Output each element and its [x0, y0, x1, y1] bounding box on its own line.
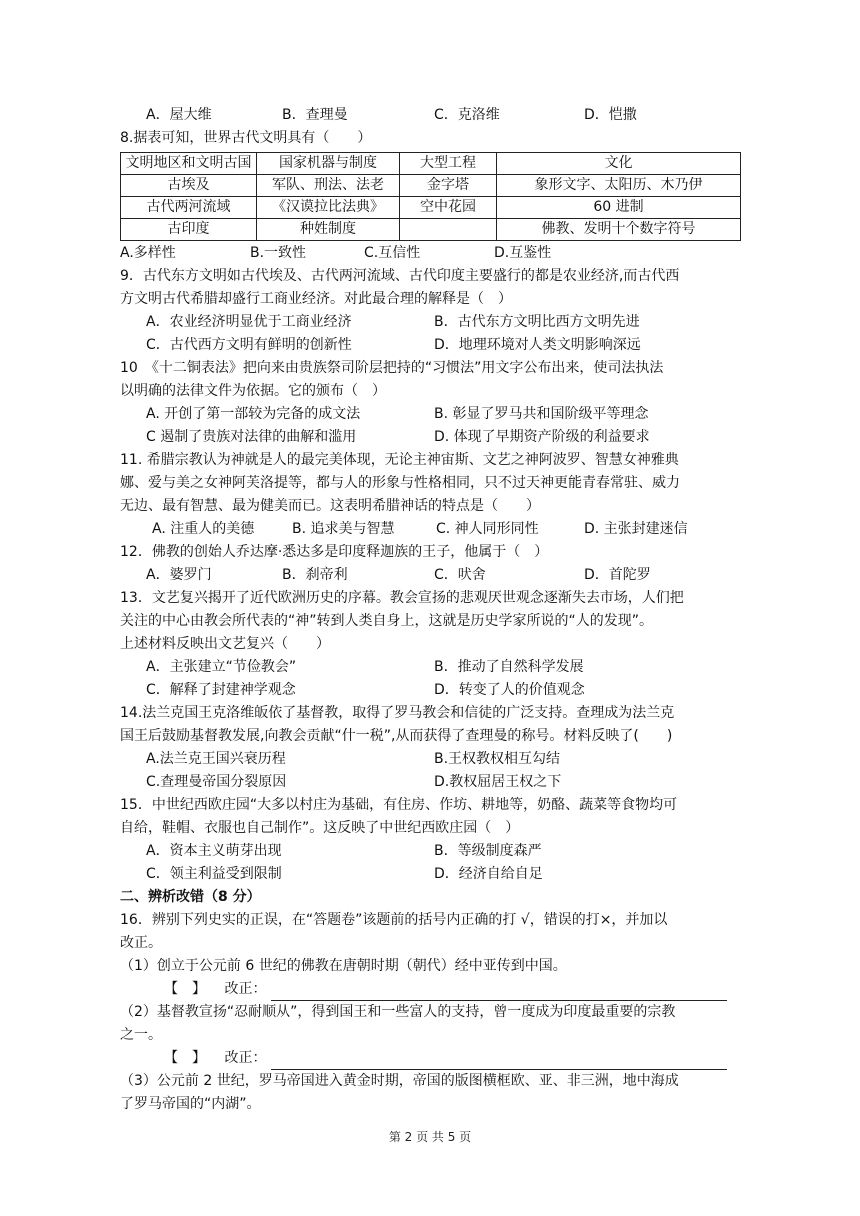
q11-options	[120, 518, 740, 541]
option-a: A. 注重人的美德	[152, 521, 255, 537]
page-footer: 第 2 页 共 5 页	[388, 1130, 472, 1144]
civilization-table	[120, 152, 741, 241]
q7-options	[120, 104, 740, 127]
statement-3: （3）公元前 2 世纪，罗马帝国进入黄金时期，帝国的版图横框欧、亚、非三洲，地中海成	[120, 1073, 679, 1089]
q16-instruction: 改正。	[120, 935, 162, 951]
q9-options-row	[120, 334, 740, 357]
option-d: D．恺撒	[584, 107, 637, 123]
option-a: A．农业经济明显优于工商业经济	[146, 314, 352, 330]
option-a: A．屋大维	[146, 107, 212, 123]
q12-stem: 12．佛教的创始人乔达摩·悉达多是印度释迦族的王子，他属于（ ）	[120, 544, 549, 560]
option-d: D．经济自给自足	[434, 866, 543, 882]
table-cell: 古埃及	[121, 175, 257, 197]
q9-options-row	[120, 311, 740, 334]
answer-bracket[interactable]: 【 】	[164, 981, 206, 997]
table-header: 大型工程	[400, 153, 497, 175]
option-b: B．等级制度森严	[434, 843, 542, 859]
section-title: 二、辨析改错（8 分）	[120, 889, 261, 905]
q15-options-row	[120, 840, 740, 863]
q14-options-row	[120, 771, 740, 794]
option-a: A．资本主义萌芽出现	[146, 843, 282, 859]
option-d: D．地理环境对人类文明影响深远	[434, 337, 641, 353]
q15-stem-line: 自给，鞋帽、衣服也自己制作”。这反映了中世纪西欧庄园（ ）	[120, 820, 520, 836]
q8-stem: 8.据表可知，世界古代文明具有（ ）	[120, 130, 372, 146]
option-b: B.王权教权相互勾结	[434, 751, 561, 767]
option-a: A. 开创了第一部较为完备的成文法	[146, 406, 361, 422]
page-content	[120, 104, 740, 1116]
option-d: D．转变了人的价值观念	[434, 682, 585, 698]
option-b: B．推动了自然科学发展	[434, 659, 584, 675]
table-row	[121, 197, 741, 219]
q9-stem-line: 9．古代东方文明如古代埃及、古代两河流域、古代印度主要盛行的都是农业经济,而古代西	[120, 268, 680, 284]
q10-options-row	[120, 403, 740, 426]
statement-2: （2）基督教宣扬“忍耐顺从”，得到国王和一些富人的支持，曾一度成为印度最重要的宗教	[120, 1004, 676, 1020]
option-c: C 遏制了贵族对法律的曲解和滥用	[146, 429, 357, 445]
table-cell: 60 进制	[497, 197, 741, 219]
q15-options-row	[120, 863, 740, 886]
q11-stem-line: 11. 希腊宗教认为神就是人的最完美体现，无论主神宙斯、文艺之神阿波罗、智慧女神雅典	[120, 452, 679, 468]
option-a: A.多样性	[120, 245, 176, 261]
q8-options	[120, 242, 740, 265]
q13-stem-line: 关注的中心由教会所代表的“神”转到人类自身上，这就是历史学家所说的“人的发现”。	[120, 613, 654, 629]
option-c: C．古代西方文明有鲜明的创新性	[146, 337, 352, 353]
table-cell: 军队、刑法、法老	[257, 175, 400, 197]
option-c: C．解释了封建神学观念	[146, 682, 296, 698]
q9-stem-line: 方文明古代希腊却盛行工商业经济。对此最合理的解释是（ ）	[120, 291, 512, 307]
table-cell: 古代两河流域	[121, 197, 257, 219]
option-b: B．古代东方文明比西方文明先进	[434, 314, 640, 330]
table-header: 文化	[497, 153, 741, 175]
table-cell: 象形文字、太阳历、木乃伊	[497, 175, 741, 197]
option-d: D．首陀罗	[584, 567, 651, 583]
correct-label: 改正：	[224, 1050, 267, 1066]
q14-stem-line: 14.法兰克国王克洛维皈依了基督教，取得了罗马教会和信徒的广泛支持。查理成为法兰克	[120, 705, 675, 721]
statement-1: （1）创立于公元前 6 世纪的佛教在唐朝时期（朝代）经中亚传到中国。	[120, 958, 567, 974]
table-cell: 金字塔	[400, 175, 497, 197]
table-header: 国家机器与制度	[257, 153, 400, 175]
q10-stem-line: 10 《十二铜表法》把向来由贵族祭司阶层把持的“习惯法”用文字公布出来，使司法执法	[120, 360, 664, 376]
option-c: C．克洛维	[434, 107, 500, 123]
option-a: A．婆罗门	[146, 567, 212, 583]
option-b: B.一致性	[250, 245, 307, 261]
option-c: C. 神人同形同性	[436, 521, 539, 537]
option-b: B. 彰显了罗马共和国阶级平等理念	[434, 406, 649, 422]
q13-options-row	[120, 656, 740, 679]
option-a: A．主张建立“节俭教会”	[146, 659, 297, 675]
answer-blank[interactable]	[271, 984, 727, 1001]
q12-options	[120, 564, 740, 587]
table-cell: 佛教、发明十个数字符号	[497, 219, 741, 241]
answer-bracket[interactable]: 【 】	[164, 1050, 206, 1066]
option-d: D. 体现了早期资产阶级的利益要求	[434, 429, 650, 445]
q15-stem-line: 15．中世纪西欧庄园“大多以村庄为基础，有住房、作坊、耕地等，奶酪、蔬菜等食物均可	[120, 797, 678, 813]
q10-options-row	[120, 426, 740, 449]
q11-stem-line: 无边、最有智慧、最为健美而已。这表明希腊神话的特点是（ ）	[120, 498, 540, 514]
table-cell: 古印度	[121, 219, 257, 241]
answer-blank[interactable]	[271, 1053, 727, 1070]
table-cell	[400, 219, 497, 241]
q13-stem-line: 上述材料反映出文艺复兴（ ）	[120, 636, 330, 652]
table-header: 文明地区和文明古国	[121, 153, 257, 175]
q13-options-row	[120, 679, 740, 702]
option-c: C.查理曼帝国分裂原因	[146, 774, 287, 790]
answer-row-2	[120, 1047, 740, 1070]
table-cell: 种姓制度	[257, 219, 400, 241]
statement-2: 之一。	[120, 1027, 162, 1043]
option-b: B．查理曼	[282, 107, 348, 123]
table-row	[121, 219, 741, 241]
option-a: A.法兰克王国兴衰历程	[146, 751, 286, 767]
q11-stem-line: 娜、爱与美之女神阿芙洛提等，都与人的形象与性格相同，只不过天神更能青春常驻、威力	[120, 475, 680, 491]
statement-3: 了罗马帝国的“内湖”。	[120, 1096, 261, 1112]
option-c: C.互信性	[364, 245, 421, 261]
table-row	[121, 175, 741, 197]
option-b: B. 追求美与智慧	[292, 521, 395, 537]
option-d: D.互鉴性	[494, 245, 552, 261]
option-b: B．刹帝利	[282, 567, 348, 583]
table-cell: 空中花园	[400, 197, 497, 219]
option-c: C．领主利益受到限制	[146, 866, 282, 882]
q13-stem-line: 13．文艺复兴揭开了近代欧洲历史的序幕。教会宣扬的悲观厌世观念逐渐失去市场，人们把	[120, 590, 684, 606]
option-c: C．吠舍	[434, 567, 486, 583]
answer-row-1	[120, 978, 740, 1001]
table-cell: 《汉谟拉比法典》	[257, 197, 400, 219]
q16-instruction: 16．辨别下列史实的正误，在“答题卷”该题前的括号内正确的打 √，错误的打×，并加以	[120, 912, 668, 928]
q10-stem-line: 以明确的法律文件为依据。它的颁布（ ）	[120, 383, 386, 399]
option-d: D. 主张封建迷信	[584, 521, 688, 537]
table-header-row	[121, 153, 741, 175]
q14-stem-line: 国王后鼓励基督教发展,向教会贡献“什一税”,从而获得了查理曼的称号。材料反映了( )	[120, 728, 673, 744]
option-d: D.教权屈居王权之下	[434, 774, 562, 790]
q14-options-row	[120, 748, 740, 771]
correct-label: 改正：	[224, 981, 267, 997]
